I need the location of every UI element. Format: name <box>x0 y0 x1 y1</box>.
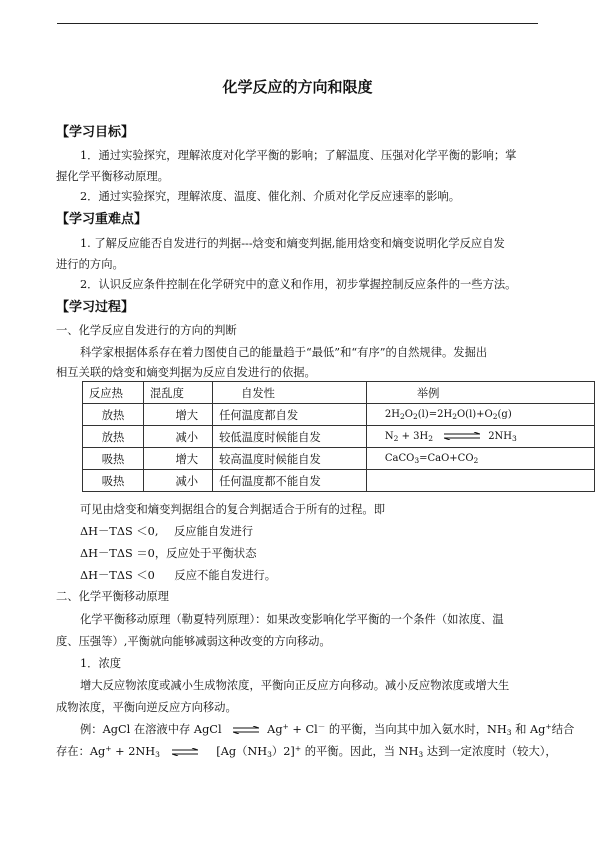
condition-2-text: 反应处于平衡状态 <box>166 547 257 560</box>
condition-2 <box>80 545 257 561</box>
principle-line-1: 化学平衡移动原理（勒夏特列原理）：如果改变影响化学平衡的一个条件（如浓度、温 <box>80 613 504 626</box>
cell-spontaneity: 任何温度都不能自发 <box>213 470 367 492</box>
th-disorder: 混乱度 <box>144 382 213 404</box>
key-item-1-line-1: 1. 了解反应能否自发进行的判据---焓变和熵变判据,能用焓变和熵变说明化学反应自发 <box>80 237 505 250</box>
header-rule <box>57 23 538 24</box>
concentration-line-1: 增大反应物浓度或减小生成物浓度，平衡向正反应方向移动。减小反应物浓度或增大生 <box>80 679 510 692</box>
example-line-2: 存在：$Ag^+ + 2NH_3$ $[Ag(NH_3)2]^+$ 的平衡。因此，当 $NH_3$ 达到一定浓度时（较大）， <box>56 744 557 759</box>
cell-example-ammonia: $N_2 + 3H_2$ $2NH_3$ <box>366 426 594 448</box>
condition-3 <box>80 567 276 583</box>
cell-example-caco3: $CaCO_3=CaO+CO_2$ <box>366 448 594 470</box>
condition-2-expr: ΔH－TΔS ＝0， <box>80 547 167 560</box>
subsection-concentration: 1．浓度 <box>80 657 122 670</box>
table-row <box>83 426 595 448</box>
goals-item-2: 2．通过实验探究，理解浓度、温度、催化剂、介质对化学反应速率的影响。 <box>80 190 460 203</box>
cell-heat: 吸热 <box>83 448 144 470</box>
section-2-title: 二、化学平衡移动原理 <box>56 590 169 603</box>
key-item-2: 2．认识反应条件控制在化学研究中的意义和作用，初步掌握控制反应条件的一些方法。 <box>80 278 517 291</box>
section-1-title: 一、化学反应自发进行的方向的判断 <box>56 324 237 337</box>
page-title: 化学反应的方向和限度 <box>222 78 373 96</box>
example-line-1: 例：AgCl 在溶液中存 AgCl Ag+ + Cl－ 的平衡，当向其中加入氨水时，$NH_3$ 和 Ag+结合 <box>80 722 575 737</box>
equilibrium-arrow-icon <box>233 726 259 734</box>
conclusion-text: 可见由焓变和熵变判据组合的复合判据适合于所有的过程。即 <box>80 503 386 516</box>
condition-3-expr: ΔH－TΔS ＜0 <box>80 569 155 582</box>
goals-item-1-line-1: 1．通过实验探究，理解浓度对化学平衡的影响；了解温度、压强对化学平衡的影响；掌 <box>80 149 517 162</box>
equilibrium-arrow-icon <box>444 432 480 440</box>
cell-disorder: 减小 <box>144 470 213 492</box>
condition-1 <box>80 523 253 539</box>
goals-heading: 【学习目标】 <box>56 125 135 140</box>
key-points-heading: 【学习重难点】 <box>56 212 148 227</box>
cell-disorder: 增大 <box>144 448 213 470</box>
table-row <box>83 470 595 492</box>
condition-3-text: 反应不能自发进行。 <box>174 569 277 582</box>
cell-disorder: 增大 <box>144 404 213 426</box>
condition-1-expr: ΔH－TΔS ＜0, <box>80 525 159 538</box>
intro-line-2: 相互关联的焓变和熵变判据为反应自发进行的依据。 <box>56 366 316 379</box>
equilibrium-arrow-icon <box>172 748 198 756</box>
key-item-1-line-2: 进行的方向。 <box>56 258 124 271</box>
concentration-line-2: 成物浓度，平衡向逆反应方向移动。 <box>56 701 237 714</box>
principle-line-2: 度、压强等）,平衡就向能够减弱这种改变的方向移动。 <box>56 635 331 648</box>
th-spontaneity: 自发性 <box>213 382 367 404</box>
cell-heat: 吸热 <box>83 470 144 492</box>
cell-spontaneity: 较低温度时候能自发 <box>213 426 367 448</box>
cell-example-h2o2: $2H_2O_2(l)=2H_2O(l)+O_2(g)$ <box>366 404 594 426</box>
th-reaction-heat: 反应热 <box>83 382 144 404</box>
spontaneity-table <box>82 381 595 492</box>
goals-item-1-line-2: 握化学平衡移动原理。 <box>56 170 169 183</box>
process-heading: 【学习过程】 <box>56 300 135 315</box>
table-row <box>83 404 595 426</box>
table-header-row <box>83 382 595 404</box>
cell-heat: 放热 <box>83 426 144 448</box>
cell-spontaneity: 任何温度都自发 <box>213 404 367 426</box>
cell-disorder: 减小 <box>144 426 213 448</box>
condition-1-text: 反应能自发进行 <box>174 525 254 538</box>
cell-example-empty <box>366 470 594 492</box>
cell-heat: 放热 <box>83 404 144 426</box>
th-example: 举例 <box>366 382 594 404</box>
intro-line-1: 科学家根据体系存在着力图使自己的能量趋于“最低”和“有序”的自然规律。发掘出 <box>80 346 488 359</box>
table-row <box>83 448 595 470</box>
cell-spontaneity: 较高温度时候能自发 <box>213 448 367 470</box>
